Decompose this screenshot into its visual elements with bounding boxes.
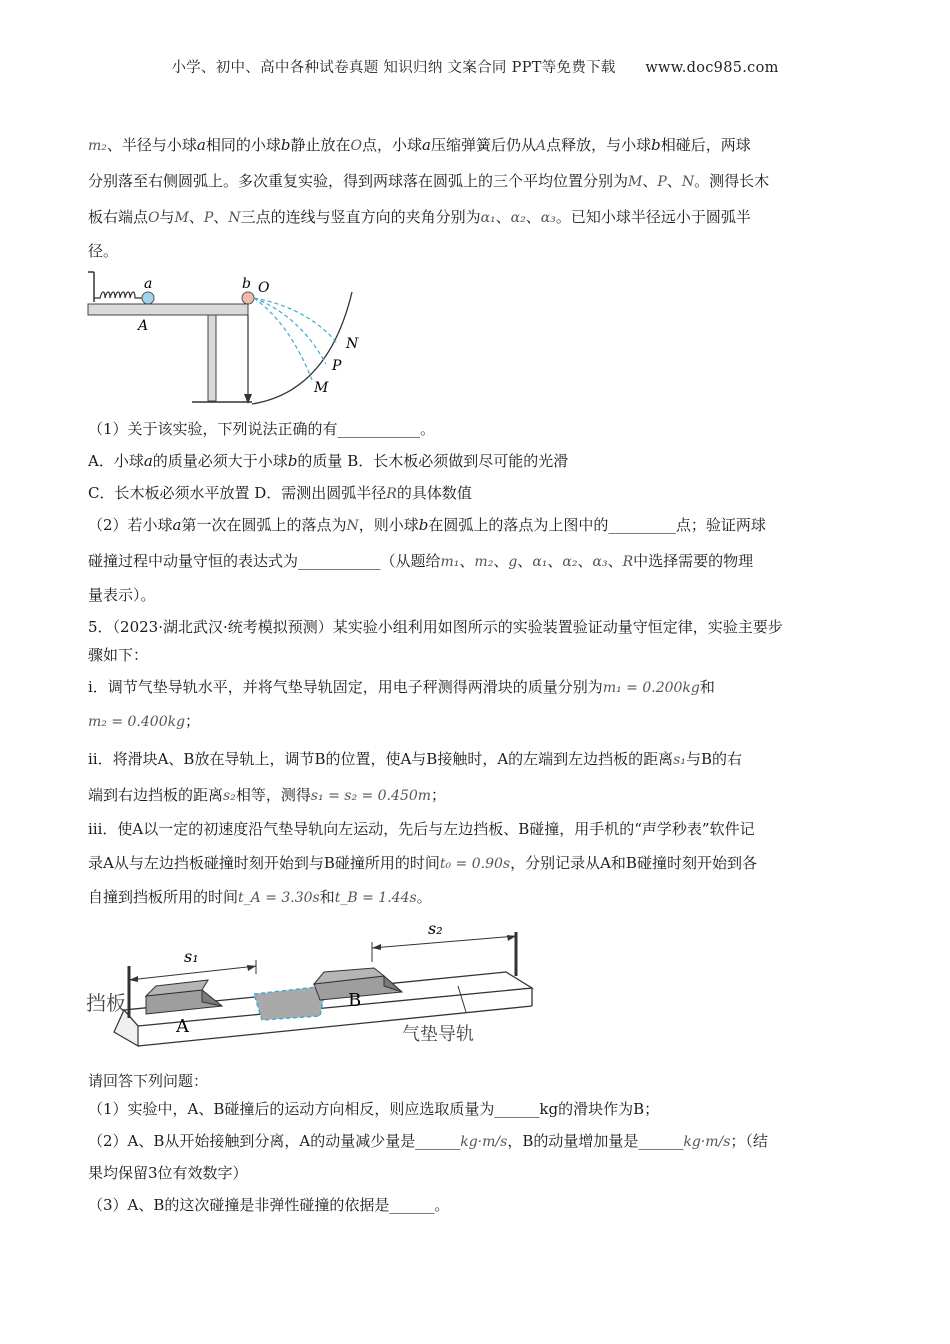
q5-step3-line1: ⅲ．使A以一定的初速度沿气垫导轨向左运动，先后与左边挡板、B碰撞，用手机的“声学秒表”软件记 xyxy=(88,820,755,838)
q4-sub2-line1: （2）若小球a第一次在圆弧上的落点为N，则小球b在圆弧上的落点为上图中的_________点；验证两球 xyxy=(88,516,766,534)
q4-intro-line3: 板右端点O与M、P、N三点的连线与竖直方向的夹角分别为α₁、α₂、α₃。已知小球半径远小于圆弧半 xyxy=(88,208,751,226)
q5-step2-line2: 端到右边挡板的距离s₂相等，测得s₁ = s₂ = 0.450m； xyxy=(88,786,447,804)
q5-intro-line1: 5．（2023·湖北武汉·统考模拟预测）某实验小组利用如图所示的实验装置验证动量守恒定律，实验主要步 xyxy=(88,618,783,636)
q4-options-ab: A．小球a的质量必须大于小球b的质量 B．长木板必须做到尽可能的光滑 xyxy=(88,452,569,470)
rail-label: 气垫导轨 xyxy=(402,1024,474,1045)
trajectory-p xyxy=(254,298,326,364)
trajectory-m xyxy=(254,298,312,380)
s2-dimension xyxy=(372,935,516,962)
point-o-label: O xyxy=(258,280,270,296)
s1-label: s₁ xyxy=(184,947,199,966)
q5-step3-line3: 自撞到挡板所用的时间t_A = 3.30s和t_B = 1.44s。 xyxy=(88,888,432,906)
collision-arc-figure xyxy=(86,268,366,410)
q5-intro-line2: 骤如下： xyxy=(88,646,149,664)
q5-step2-line1: ⅱ．将滑块A、B放在导轨上，调节B的位置，使A与B接触时，A的左端到左边挡板的距离s₁与B的右 xyxy=(88,750,742,768)
slider-a-label: A xyxy=(176,1016,189,1037)
q5-step1-line2: m₂ = 0.400kg； xyxy=(88,712,201,730)
ball-b-label: b xyxy=(242,276,251,292)
q5-step1-line1: ⅰ．调节气垫导轨水平，并将气垫导轨固定，用电子秤测得两滑块的质量分别为m₁ = 0.200kg和 xyxy=(88,678,715,696)
ball-a xyxy=(142,292,154,304)
q4-sub1: （1）关于该实验，下列说法正确的有___________。 xyxy=(88,420,436,438)
slider-a-ghost xyxy=(254,986,326,1020)
trajectory-n xyxy=(254,298,338,344)
q4-intro-line1: m₂、半径与小球a相同的小球b静止放在O点，小球a压缩弹簧后仍从A点释放，与小球b相碰后，两球 xyxy=(88,136,751,154)
point-p-label: P xyxy=(332,358,342,374)
q5-ask: 请回答下列问题： xyxy=(88,1072,209,1090)
baffle-label: 挡板 xyxy=(86,991,126,1015)
page-header: 小学、初中、高中各种试卷真题 知识归纳 文案合同 PPT等免费下载 www.doc985.com xyxy=(171,60,779,76)
q4-sub2-line2: 碰撞过程中动量守恒的表达式为___________（从题给m₁、m₂、g、α₁、α₂、α₃、R中选择需要的物理 xyxy=(88,552,754,570)
q5-part2-line1: （2）A、B从开始接触到分离，A的动量减少量是______kg·m/s，B的动量增加量是______kg·m/s；（结 xyxy=(88,1132,768,1150)
point-n-label: N xyxy=(346,336,359,352)
spring xyxy=(94,292,142,298)
wall xyxy=(88,272,94,302)
q4-intro-line4: 径。 xyxy=(88,242,119,260)
long-board xyxy=(88,304,248,315)
point-a-label: A xyxy=(138,318,149,334)
ball-a-label: a xyxy=(144,276,153,292)
q4-options-cd: C．长木板必须水平放置 D．需测出圆弧半径R的具体数值 xyxy=(88,484,472,502)
q5-step3-line2: 录A从与左边挡板碰撞时刻开始到与B碰撞所用的时间t₀ = 0.90s，分别记录从A和B碰撞时刻开始到各 xyxy=(88,854,757,872)
q4-intro-line2: 分别落至右侧圆弧上。多次重复实验，得到两球落在圆弧上的三个平均位置分别为M、P、N。测得长木 xyxy=(88,172,770,190)
q5-part1: （1）实验中，A、B碰撞后的运动方向相反，则应选取质量为______kg的滑块作为B； xyxy=(88,1100,660,1118)
q4-sub2-line3: 量表示）。 xyxy=(88,586,156,604)
board-support xyxy=(208,315,216,401)
air-track-figure xyxy=(84,914,554,1054)
point-m-label: M xyxy=(314,380,329,396)
s2-label: s₂ xyxy=(428,919,443,938)
slider-b-label: B xyxy=(348,990,362,1011)
ball-b xyxy=(242,292,254,304)
q5-part2-line2: 果均保留3位有效数字） xyxy=(88,1164,248,1182)
q5-part3: （3）A、B的这次碰撞是非弹性碰撞的依据是______。 xyxy=(88,1196,450,1214)
